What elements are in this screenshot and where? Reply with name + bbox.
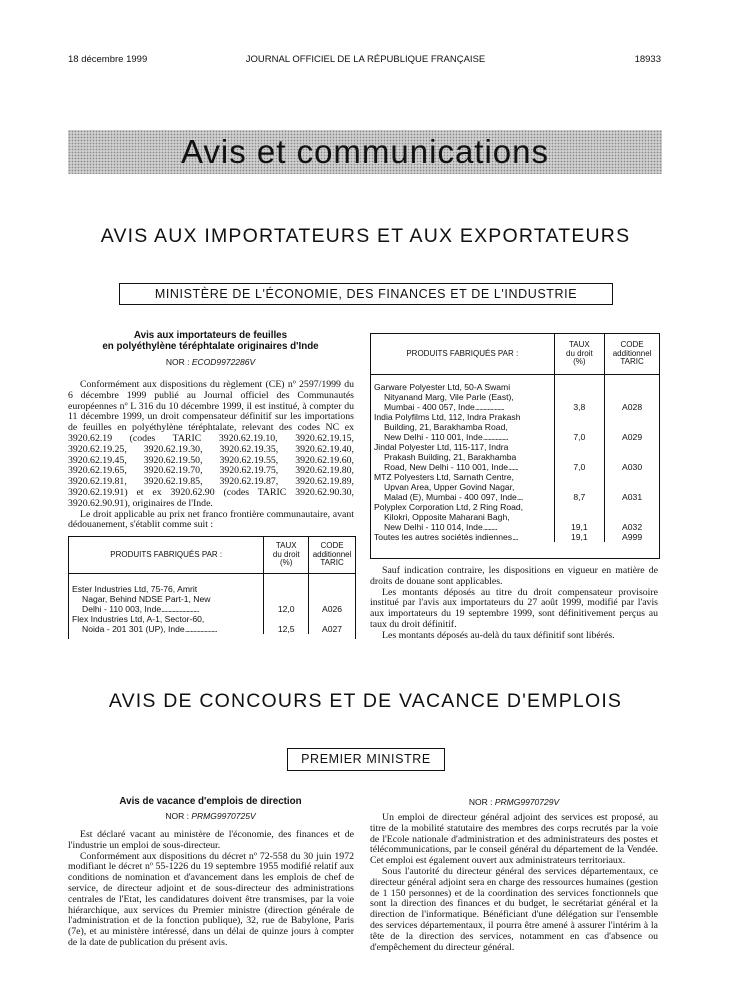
code-cell: A032 — [622, 522, 643, 532]
vacancy-paragraph-3: Un emploi de directeur général adjoint des services est proposé, au titre de la mobilité statutaire des membres des corps recrutés par la voie de l'Ecole nationale d'administration et des administrateurs des postes et télécommunications, par le conseil général du département de la Vendée. Cet emploi est également ouvert aux administrateurs territoriaux. — [370, 812, 658, 867]
table-row — [371, 412, 659, 442]
company-cell: Garware Polyester Ltd, 50-A Swami Nityanand Marg, Vile Parle (East), Mumbai - 400 057, Inde..................... — [371, 382, 554, 412]
col-header-products: PRODUITS FABRIQUÉS PAR : — [371, 334, 554, 374]
vacancy-body-right — [370, 813, 658, 953]
company-cell: Polyplex Corporation Ltd, 2 Ring Road, Kilokri, Opposite Maharani Bagh, New Delhi - 110 014, Inde.......... — [371, 502, 554, 532]
vacancy-paragraph-4: Sous l'autorité du directeur général des services départementaux, ce directeur général adjoint sera en charge des ressources humaines (gestion de 1 150 personnes) et de la coordination des services fonctionnels que sont la direction des finances et du budget, le secrétariat général et la direction de l'informatique. Bénéficiant d'une délégation sur l'ensemble des services départementaux, il pourra être amené à assurer l'intérim à la tête de la direction des services, notamment en cas d'absence ou d'empêchement du directeur général. — [370, 865, 658, 953]
nor-code: PRMG9970729V — [494, 797, 560, 807]
col-header-code: CODE additionnel TARIC — [612, 340, 652, 366]
rate-cell: 19,1 — [554, 532, 605, 542]
rate-cell: 7,0 — [554, 442, 605, 472]
company-cell: India Polyfilms Ltd, 112, Indra Prakash Building, 21, Barakhamba Road, New Delhi - 110 001, Inde.................. — [371, 412, 554, 442]
table-row — [69, 614, 355, 634]
table-row — [371, 472, 659, 502]
nor-reference — [68, 357, 353, 367]
vacancy-body-left — [68, 830, 354, 949]
section-heading-importers: AVIS AUX IMPORTATEURS ET AUX EXPORTATEURS — [100, 225, 631, 247]
notice-body — [68, 380, 354, 531]
vacancy-paragraph-2: Conformément aux dispositions du décret nº 72-558 du 30 juin 1972 modifiant le décret nº 55-1226 du 19 septembre 1955 modifié relatif aux conditions de nomination et d'avancement dans les emplois de chef de service, de directeur adjoint et de sous-directeur des administrations centrales de l'Etat, les candidatures doivent être transmises, par la voie hiérarchique, aux services du Premier ministre (direction générale de l'administration et de la fonction publique), 32, rue de Babylone, Paris (7e), et au ministère intéressé, dans un délai de quinze jours à compter de la date de publication du présent avis. — [68, 850, 354, 948]
rate-cell: 8,7 — [554, 472, 605, 502]
code-cell: A999 — [622, 532, 643, 542]
note-paragraph-1: Sauf indication contraire, les dispositions en vigueur en matière de droits de douane sont applicables. — [370, 565, 658, 587]
duty-table-left — [68, 536, 356, 639]
code-cell: A031 — [622, 492, 643, 502]
note-paragraph-2: Les montants déposés au titre du droit compensateur provisoire institué par l'avis aux importateurs du 27 août 1999, modifié par l'avis aux importateurs du 19 septembre 1999, sont définitivement perçus au taux du droit définitif. — [370, 586, 658, 630]
col-header-code: CODE additionnel TARIC — [312, 541, 352, 567]
vacancy-paragraph-1: Est déclaré vacant au ministère de l'économie, des finances et de l'industrie un emploi de sous-directeur. — [68, 829, 354, 851]
rate-cell: 7,0 — [554, 412, 605, 442]
rate-cell: 3,8 — [554, 382, 605, 412]
company-cell: Toutes les autres sociétés indiennes.... — [371, 532, 554, 542]
rate-cell: 12,0 — [264, 584, 309, 614]
banner-title: Avis et communications — [180, 133, 550, 170]
section-heading-vacancies: AVIS DE CONCOURS ET DE VACANCE D'EMPLOIS — [108, 690, 623, 712]
rate-cell: 12,5 — [264, 614, 309, 634]
table-row — [371, 532, 659, 542]
code-cell: A028 — [622, 402, 643, 412]
code-cell: A026 — [322, 604, 343, 614]
notice-paragraph-2: Le droit applicable au prix net franco frontière communautaire, avant dédouanement, s'établit comme suit : — [68, 508, 354, 531]
company-cell: Jindal Polyester Ltd, 115-117, Indra Prakash Building, 21, Barakhamba Road, New Delhi - 110 001, Inde....... — [371, 442, 554, 472]
header-journal-title: JOURNAL OFFICIEL DE LA RÉPUBLIQUE FRANÇAISE — [245, 54, 486, 65]
nor-code: PRMG9970725V — [191, 811, 256, 821]
ministry-box-prime-minister: PREMIER MINISTRE — [287, 748, 445, 771]
header-page-number: 18933 — [634, 54, 661, 65]
vacancy-title: Avis de vacance d'emplois de direction — [119, 796, 302, 807]
rate-cell: 19,1 — [554, 502, 605, 532]
company-cell: Flex Industries Ltd, A-1, Sector-60, Noida - 201 301 (UP), Inde....................... — [69, 614, 264, 634]
company-cell: Ester Industries Ltd, 75-76, Amrit Nagar, Behind NDSE Part-1, New Delhi - 110 003, Inde........................... — [69, 584, 264, 614]
table-notes — [370, 566, 658, 642]
company-cell: MTZ Polyesters Ltd, Sarnath Centre, Upvan Area, Upper Govind Nagar, Malad (E), Mumbai - 400 097, Inde.... — [371, 472, 554, 502]
table-row — [371, 502, 659, 532]
col-header-rate: TAUX du droit (%) — [554, 334, 605, 374]
notice-title — [68, 330, 353, 352]
notice-title-line-1: Avis aux importateurs de feuilles — [133, 330, 288, 341]
notice-paragraph-1: Conformément aux dispositions du règlement (CE) nº 2597/1999 du 6 décembre 1999 publié au Journal officiel des Communautés européennes nº L 316 du 10 décembre 1999, il est institué, à compter du 11 décembre 1999, un droit compensateur définitif sur les importations de feuilles en polyéthylène téréphtalate, relevant des codes NC ex 3920.62.19 (codes TARIC 3920.62.19.10, 3920.62.19.15, 3920.62.19.25, 3920.62.19.30, 3920.62.19.35, 3920.62.19.40, 3920.62.19.45, 3920.62.19.50, 3920.62.19.55, 3920.62.19.60, 3920.62.19.65, 3920.62.19.70, 3920.62.19.75, 3920.62.19.80, 3920.62.19.81, 3920.62.19.85, 3920.62.19.87, 3920.62.19.89, 3920.62.19.91) et ex 3920.62.90 (codes TARIC 3920.62.90.30, 3920.62.90.91), originaires de l'Inde. — [68, 379, 354, 509]
nor-code: ECOD9972286V — [191, 357, 256, 367]
nor-label: NOR : — [165, 357, 190, 367]
code-cell: A030 — [622, 462, 643, 472]
table-row — [371, 382, 659, 412]
notice-title-line-2: en polyéthylène téréphtalate originaires d'Inde — [102, 341, 319, 352]
nor-reference-right: NOR : PRMG9970729V — [468, 797, 560, 807]
duty-table-right — [370, 333, 660, 559]
note-paragraph-3: Les montants déposés au-delà du taux définitif sont libérés. — [382, 629, 615, 641]
header-date: 18 décembre 1999 — [68, 54, 148, 65]
nor-reference-left: NOR : PRMG9970725V — [165, 811, 256, 821]
table-row — [69, 584, 355, 614]
code-cell: A027 — [322, 624, 343, 634]
col-header-rate: TAUX du droit (%) — [264, 537, 309, 573]
col-header-products: PRODUITS FABRIQUÉS PAR : — [69, 537, 264, 573]
table-row — [371, 442, 659, 472]
ministry-box-economy: MINISTÈRE DE L'ÉCONOMIE, DES FINANCES ET DE L'INDUSTRIE — [119, 283, 613, 305]
code-cell: A029 — [622, 432, 643, 442]
